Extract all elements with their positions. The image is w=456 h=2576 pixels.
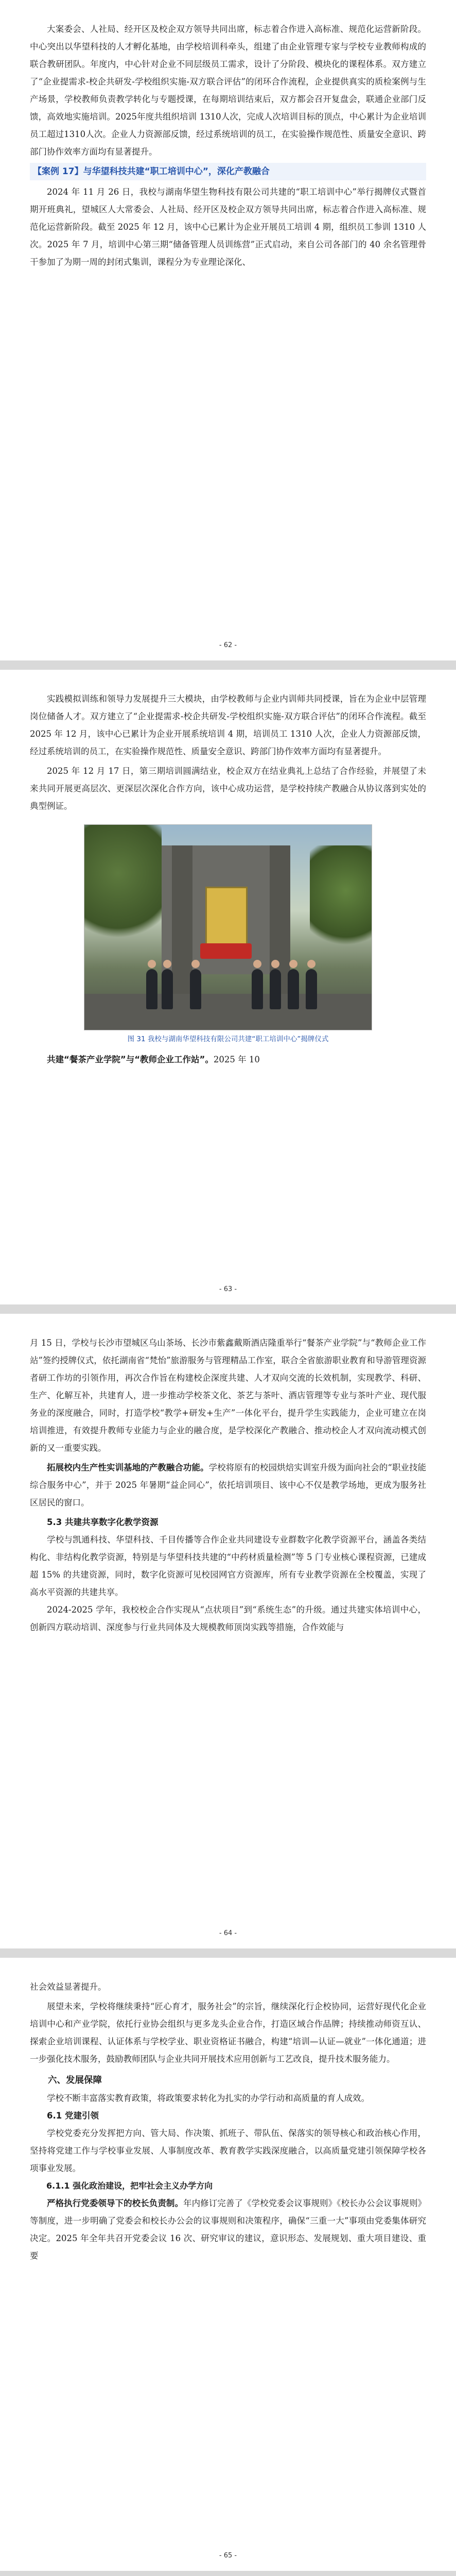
tree-left [84, 824, 162, 954]
person-figure [288, 969, 299, 1009]
page-number: - 65 - [219, 2552, 237, 2560]
subsection-heading: 6.1.1 强化政治建设，把牢社会主义办学方向 [46, 2181, 213, 2191]
body-paragraph: 学校与凯通科技、华望科技、千目传播等合作企业共同建设专业群数字化教学资源平台，涵盖各类结构化、非结构化教学资源，特别是与华望科技共建的“中药材质量检测”等 5 门专业核心课程资源，已建成超 15% 的共建资源，同时，数字化资源可见校园网官方资源库，所有专业教学资源在全校覆盖，实现了高水平资源的共建共享。 [30, 1535, 426, 1597]
column-left [172, 845, 192, 1000]
body-paragraph [30, 2195, 426, 2265]
bold-lead: 共建“餐茶产业学院”与“教师企业工作站”。 [47, 1055, 214, 1064]
paragraph-text: 学校将原有的校园烘焙实训室升级为面向社会的“职业技能综合服务中心”，并于 2025 年暑期“益企同心”，依托培训项目、该中心不仅是教学场地，更成为服务社区居民的窗口。 [30, 1463, 427, 1507]
section-heading: 6.1 党建引领 [47, 2111, 99, 2121]
section-heading: 5.3 共建共享数字化教学资源 [47, 1517, 159, 1527]
document-page [0, 670, 456, 1304]
tree-right [310, 845, 372, 959]
body-paragraph [30, 1051, 426, 1069]
body-paragraph [30, 1459, 426, 1512]
body-paragraph: 大案委会、人社局、经开区及校企双方领导共同出席，标志着合作进入高标准、规范化运营新阶段。中心突出以华望科技的人才孵化基地，由学校培训科牵头，组建了由企业管理专家与学校专业教师构成的联合教研团队。年度内，中心针对企业不同层级员工需求，设计了分阶段、模块化的课程体系。双方建立了“企业提需求-校企共研发-学校组织实施-双方联合评估”的闭环合作流程，企业提供真实的质检案例与生产场景，学校教师负责教学转化与专题授课，在每期培训结束后，双方都会召开复盘会，联通企业部门反馈，高效地实施培训。2025年度共组织培训 1310人次，完成人次培训目标的顶点，中心累计为企业培训员工超过1310人次。企业人力资源部反馈，经过系统培训的员工，在实验操作规范性、质量安全意识、跨部门协作效率方面均有显著提升。 [30, 24, 426, 157]
case-paragraph: 2024 年 11 月 26 日，我校与湖南华望生物科技有限公司共建的“职工培训中心”举行揭牌仪式暨首期开班典礼，望城区人大常委会、人社局、经开区及校企双方领导共同出席，标志着合作进入高标准、规范化运营新阶段。截至 2025 年 12 月，该中心已累计为企业开展员工培训 4 期，组织员工参训 1310 人次。2025 年 7 月，培训中心第三期“储备管理人员训练营”正式启动，来自公司各部门的 40 余名管理骨干参加了为期一周的封闭式集训，课程分为专业理论深化、 [30, 187, 426, 267]
person-figure [252, 969, 263, 1009]
body-paragraph: 月 15 日，学校与长沙市望城区乌山茶场、长沙市紫鑫戴斯酒店隆重举行“餐茶产业学院”与“教师企业工作站”签约授牌仪式，依托湖南省“梵怡”旅游服务与管理精品工作室，联合全省旅游职业教育和导游管理资源者研工作坊的引领作用，再次合作旨在构建校企深度共建、人才双向交流的长效机制，实现教学、科研、生产、化解互补，共建育人，进一步推动学校茶文化、茶艺与茶叶、酒店管理等专业与茶叶产业、现代服务业的深度融合，同时，打造学校“教学+研发+生产”一体化平台，提升学生实践能力，企业可建立在岗培训推进，有效提升教师专业能力与企业的融合度，是学校深化产教融合、推动校企人才双向流动模式创新的又一重要实践。 [30, 1338, 426, 1453]
body-paragraph: 2024-2025 学年，我校校企合作实现从“点状项目”到“系统生态”的升级。通过共建实体培训中心，创新四方联动培训、深度参与行业共同体及大规模教师顶岗实践等措施，合作效能与 [30, 1605, 426, 1632]
page-number: - 64 - [219, 1929, 237, 1937]
document-page [0, 0, 456, 660]
figure-caption: 图 31 我校与湖南华望科技有限公司共建“职工培训中心”揭牌仪式 [127, 1035, 329, 1043]
person-figure [190, 969, 201, 1009]
body-paragraph: 学校不断丰富落实教育政策，将政策要求转化为扎实的办学行动和高质量的育人成效。 [47, 2093, 370, 2103]
paragraph-text: 2025 年 10 [213, 1055, 260, 1064]
page-number: - 63 - [219, 1285, 237, 1293]
body-paragraph: 2025 年 12 月 17 日，第三期培训圆满结业，校企双方在结业典礼上总结了合作经验，并展望了未来共同开展更高层次、更深层次深化合作方向，该中心成功运营，是学校持续产教融合从协议落到实处的典型例证。 [30, 766, 426, 811]
chapter-heading: 六、发展保障 [48, 2075, 102, 2086]
paragraph-text: 年内修订完善了《学校党委会议事规则》《校长办公会议事规则》等制度，进一步明确了党委会和校长办公会的议事规则和决策程序，确保“三重一大”事项由党委集体研究决定。2025 年全年共召开党委会议 16 次、研究审议的建议，意识形态、发展规划、重大项目建设、重要 [30, 2198, 426, 2261]
person-figure [270, 969, 281, 1009]
body-paragraph: 展望未来，学校将继续秉持“匠心育才，服务社会”的宗旨，继续深化行企校协同，运营好现代化企业培训中心和产业学院，依托行业协会组织与更多龙头企业合作，打造区域合作品牌；持续推动师资互认、探索企业培训课程、认证体系与学校学业、职业资格证书融合，构建“培训—认证—就业”一体化通道；进一步强化技术服务，鼓励教师团队与企业共同开展技术应用创新与工艺改良，提升技术服务能力。 [30, 2002, 426, 2064]
ceremony-photo [84, 824, 372, 1030]
person-figure [306, 969, 317, 1009]
body-paragraph: 社会效益显著提升。 [30, 1982, 107, 1992]
bold-lead: 拓展校内生产性实训基地的产教融合功能。 [47, 1463, 209, 1472]
document-page [0, 1314, 456, 1948]
body-paragraph: 实践模拟训练和领导力发展提升三大模块，由学校教师与企业内训师共同授课，旨在为企业中层管理岗位储备人才。双方建立了“企业提需求-校企共研发-学校组织实施-双方联合评估”的闭环合作流程。截至 2025 年 12 月，该中心已累计为企业开展系统培训 4 期，培训员工 1310 人次，企业人力资源部反馈，经过系统培训的员工，在实验操作规范性、质量安全意识、跨部门协作效率方面均有显著提升。 [30, 694, 426, 756]
ground [84, 994, 372, 1030]
case-title: 【案例 17】与华望科技共建“职工培训中心”，深化产教融合 [30, 163, 426, 180]
page-number: - 62 - [219, 641, 237, 649]
person-figure [146, 969, 157, 1009]
body-paragraph: 学校党委充分发挥把方向、管大局、作决策、抓班子、带队伍、保落实的领导核心和政治核心作用，坚持将党建工作与学校事业发展、人事制度改革、教育教学实践深度融合，以高质量党建引领保障学校各项事业发展。 [30, 2128, 426, 2173]
plaque [205, 887, 248, 946]
document-page [0, 1958, 456, 2571]
red-cloth [200, 943, 252, 959]
bold-lead: 严格执行党委领导下的校长负责制。 [47, 2198, 183, 2208]
person-figure [162, 969, 173, 1009]
